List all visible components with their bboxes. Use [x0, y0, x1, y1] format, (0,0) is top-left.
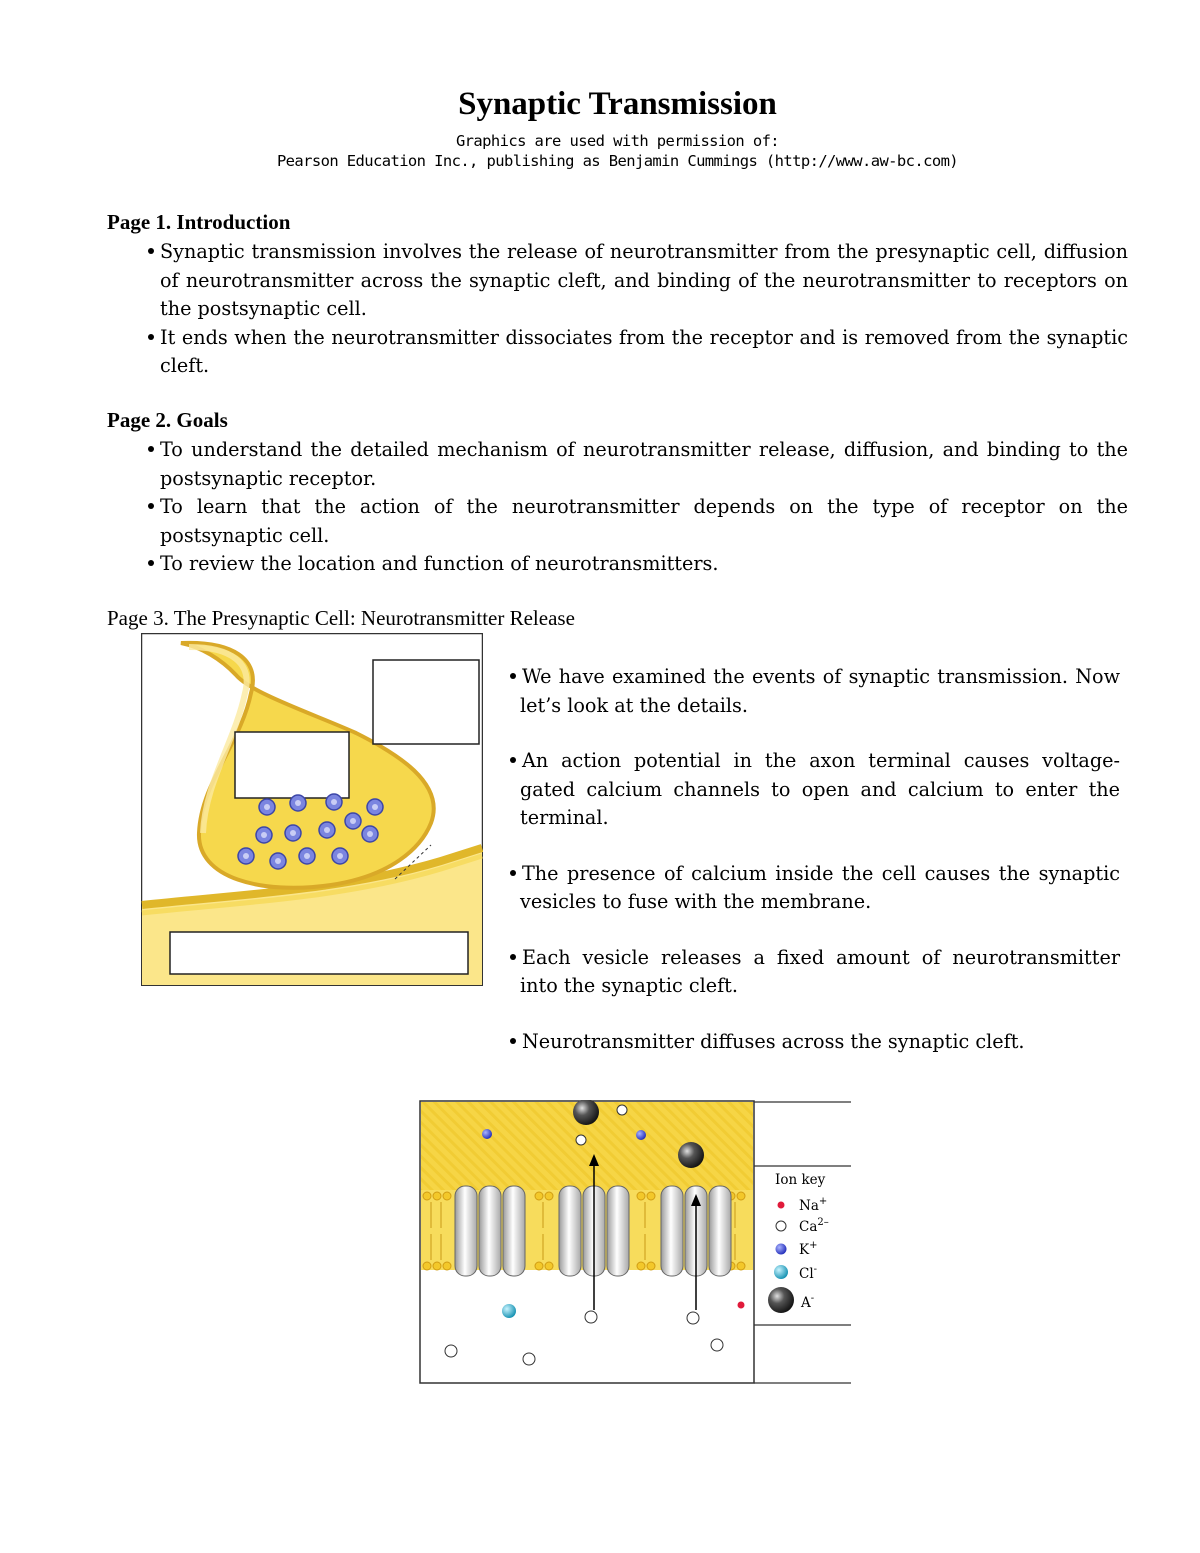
ion-key-title: Ion key [775, 1172, 826, 1188]
ion-key-ca: $Ca^{2-}$ [799, 1217, 829, 1235]
ion-key [768, 1172, 829, 1313]
anion-icon [768, 1287, 794, 1313]
calcium-ion [445, 1345, 457, 1357]
label-box [235, 732, 349, 798]
list-item: We have examined the events of synaptic transmission. Now let’s look at the details. [508, 663, 1120, 720]
ion-key-na: Na+ [799, 1196, 828, 1214]
label-box [170, 932, 468, 974]
calcium-icon [776, 1221, 786, 1231]
credit-line-1: Graphics are used with permission of: [455, 132, 780, 150]
calcium-ion [711, 1339, 723, 1351]
ion-channel-figure [419, 1100, 853, 1386]
list-item: To review the location and function of neurotransmitters. [146, 550, 1128, 579]
list-item: To understand the detailed mechanism of neurotransmitter release, diffusion, and binding to the postsynaptic receptor. [146, 436, 1128, 493]
anion-particle [573, 1100, 599, 1125]
list-item: It ends when the neurotransmitter dissociates from the receptor and is removed from the synaptic cleft. [146, 324, 1128, 381]
ion-key-cl: Cl- [799, 1264, 818, 1282]
ion-channel [455, 1186, 525, 1276]
presynaptic-terminal-figure [141, 633, 483, 986]
ion-key-k: K+ [799, 1240, 818, 1258]
list-item: Synaptic transmission involves the release of neurotransmitter from the presynaptic cell, diffusion of neurotransmitter across the synaptic cleft, and binding of the neurotransmitter to receptors on the postsynaptic cell. [146, 238, 1128, 324]
label-box [373, 660, 479, 744]
calcium-ion [523, 1353, 535, 1365]
page2-heading: Page 2. Goals [107, 408, 228, 432]
potassium-ion [636, 1130, 646, 1140]
page1-heading: Page 1. Introduction [107, 210, 291, 234]
list-item: The presence of calcium inside the cell causes the synaptic vesicles to fuse with the membrane. [508, 860, 1120, 917]
list-item: Each vesicle releases a fixed amount of neurotransmitter into the synaptic cleft. [508, 944, 1120, 1001]
chloride-ion [502, 1304, 516, 1318]
calcium-ion [585, 1311, 597, 1323]
page-title: Synaptic Transmission [458, 86, 777, 122]
page2-bullets [146, 436, 1128, 579]
potassium-ion [482, 1129, 492, 1139]
list-item: Neurotransmitter diffuses across the synaptic cleft. [508, 1028, 1120, 1057]
page3-bullets [508, 663, 1120, 1083]
list-item: To learn that the action of the neurotransmitter depends on the type of receptor on the postsynaptic cell. [146, 493, 1128, 550]
calcium-ion [576, 1135, 586, 1145]
credit-line-2: Pearson Education Inc., publishing as Benjamin Cummings (http://www.aw-bc.com) [276, 152, 959, 170]
page3-heading: Page 3. The Presynaptic Cell: Neurotransmitter Release [107, 606, 575, 630]
sodium-ion [738, 1302, 745, 1309]
anion-particle [678, 1142, 704, 1168]
ion-key-a: A- [801, 1293, 815, 1311]
sodium-icon [778, 1202, 785, 1209]
page1-bullets [146, 238, 1128, 381]
calcium-ion [617, 1105, 627, 1115]
list-item: An action potential in the axon terminal causes voltage-gated calcium channels to open and calcium to enter the terminal. [508, 747, 1120, 833]
calcium-ion [687, 1312, 699, 1324]
chloride-icon [774, 1265, 788, 1279]
potassium-icon [776, 1244, 787, 1255]
